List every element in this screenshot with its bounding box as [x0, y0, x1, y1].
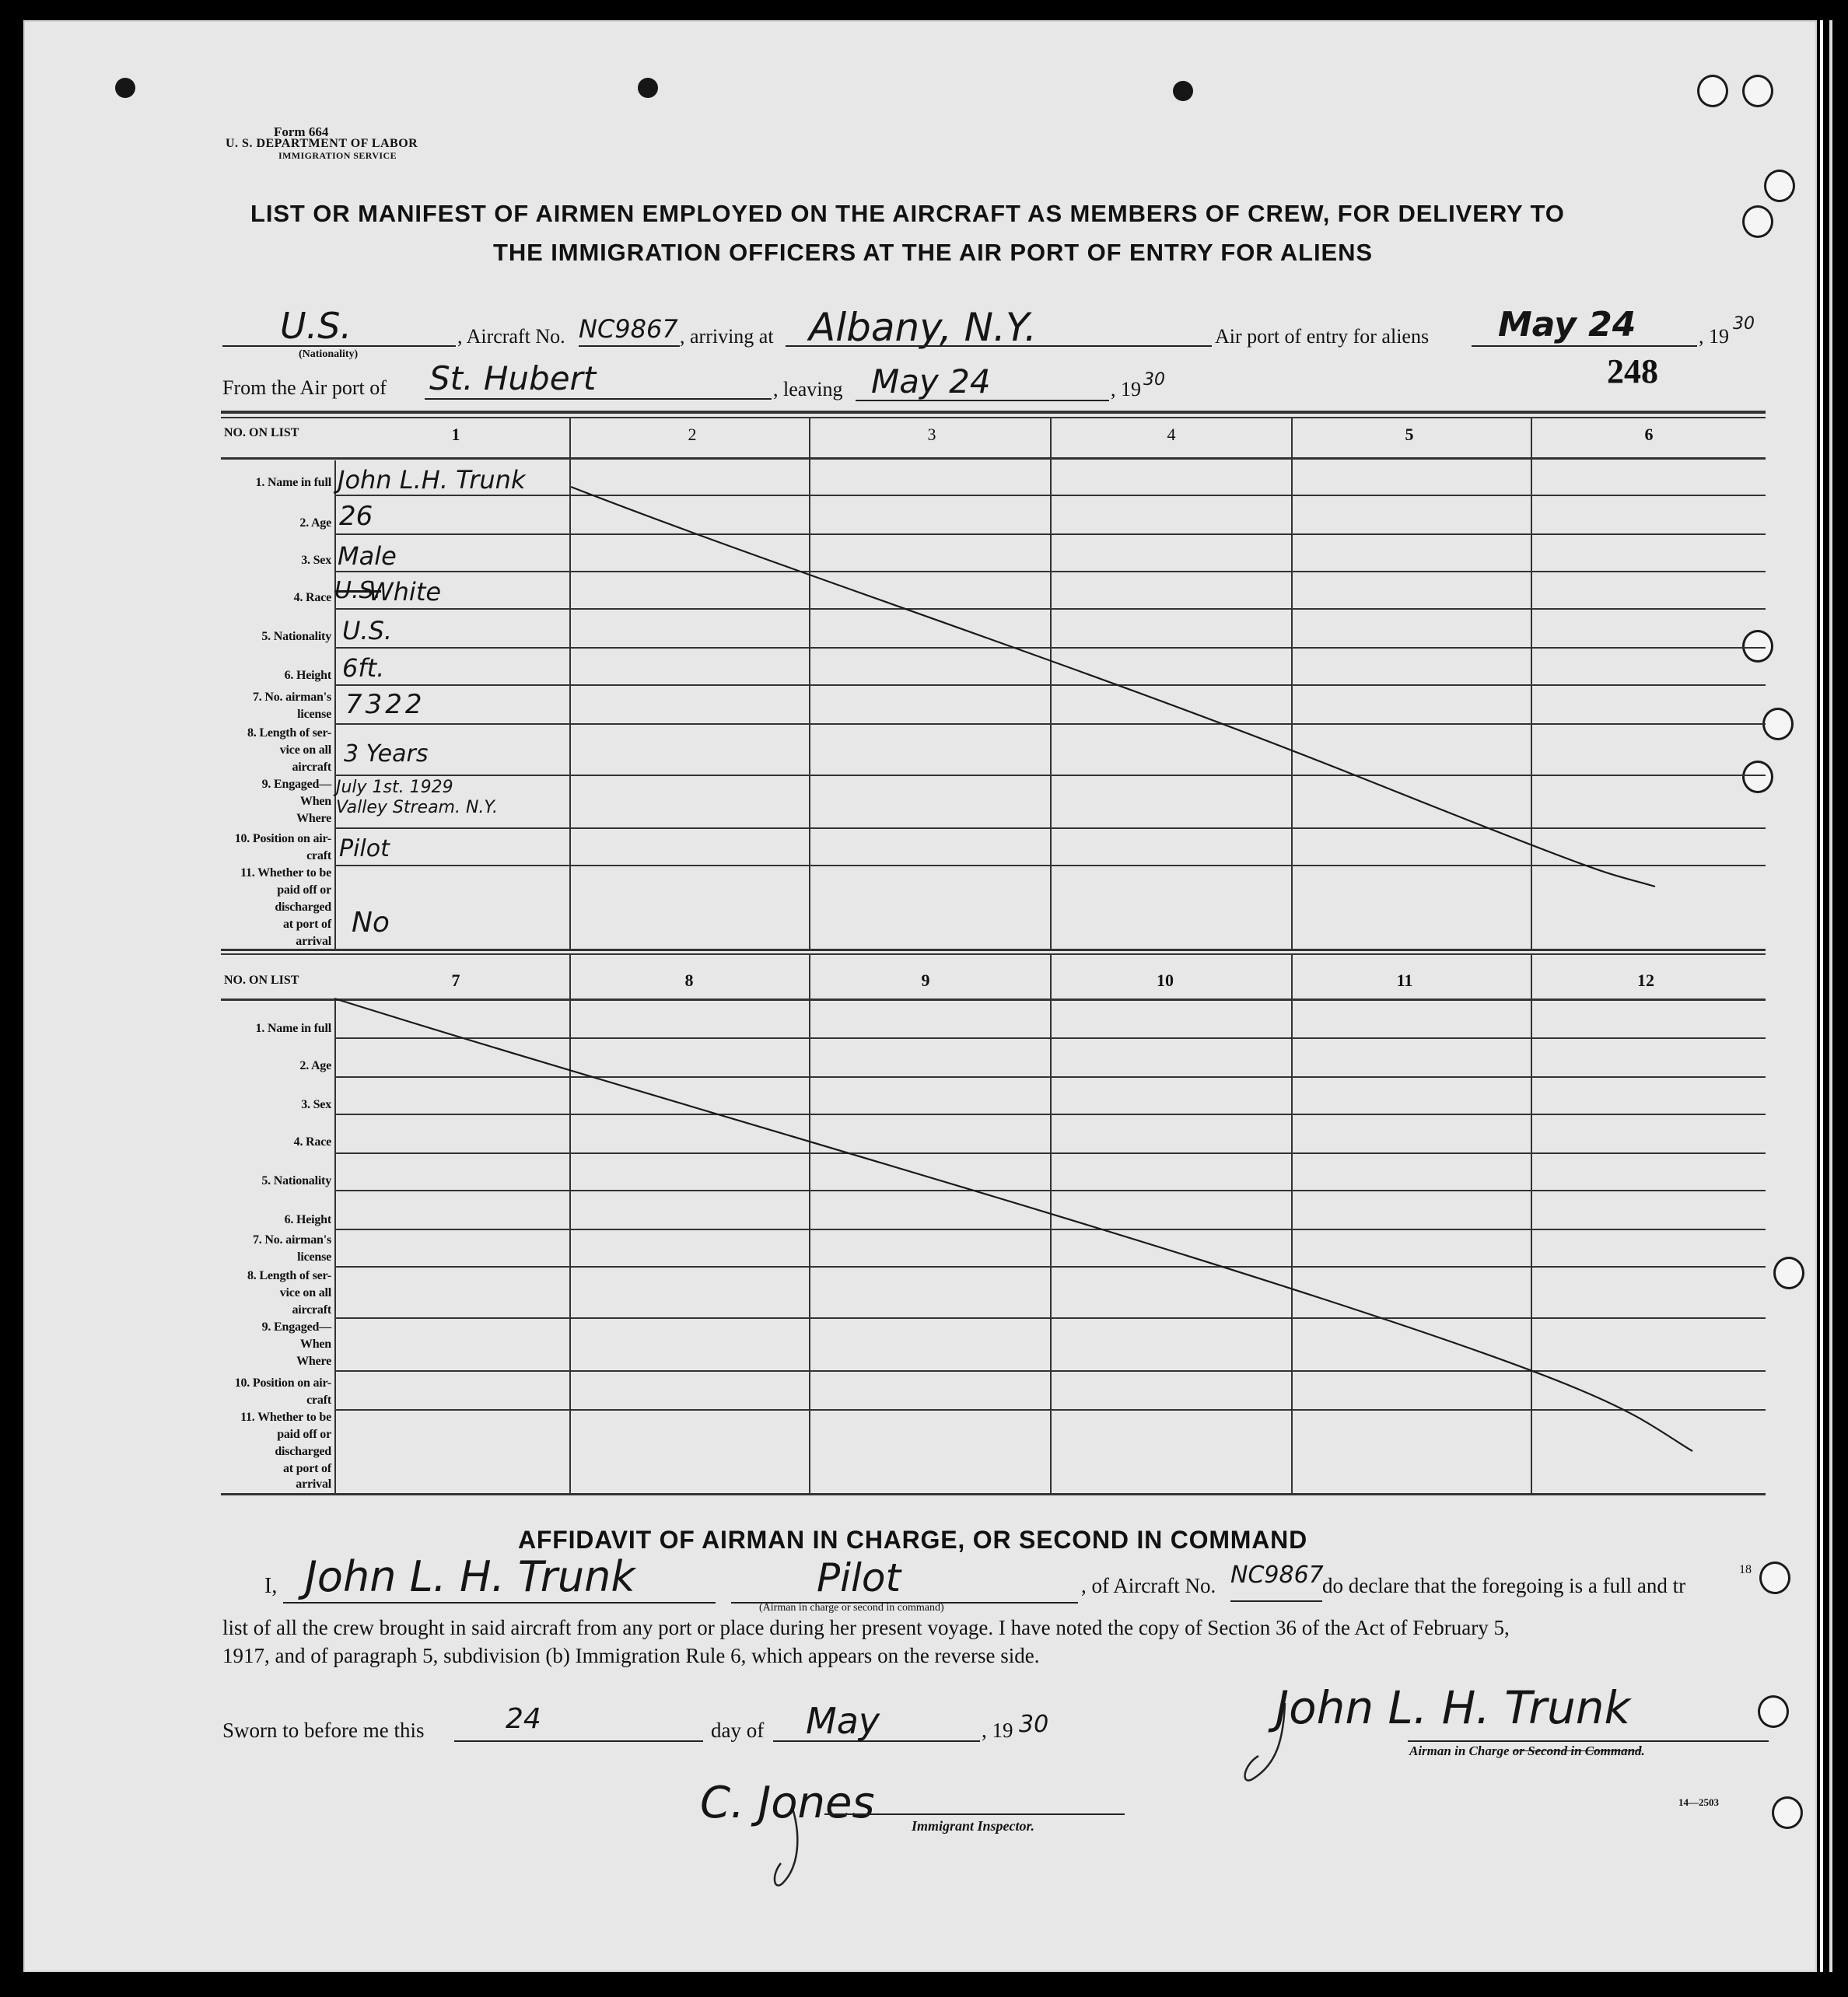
row-label-height: 6. Height	[284, 1213, 331, 1226]
affidavit-text-line2: list of all the crew brought in said aircraft from any port or place during her present voyage. I have noted the copy of Section 36 of the Act of February 5,	[222, 1616, 1510, 1639]
affidavit-airman-name: John L. H. Trunk	[305, 1552, 635, 1601]
row-label-engaged: 9. Engaged—	[261, 778, 331, 791]
sworn-day: 24	[506, 1703, 541, 1735]
departure-port: St. Hubert	[429, 359, 597, 397]
inspector-signature-line	[824, 1813, 1125, 1815]
airman-license: 7322	[345, 689, 425, 720]
column-number: 7	[451, 971, 460, 990]
column-number: 2	[688, 425, 697, 444]
row-label-paid-off: arrival	[296, 1478, 331, 1491]
row-label-engaged: When	[299, 1338, 331, 1351]
nationality-underline	[222, 345, 456, 347]
punch-hole	[115, 78, 135, 98]
row-label-service: vice on all	[279, 1286, 331, 1299]
from-label: From the Air port of	[222, 376, 387, 399]
leaving-year-prefix: , 19	[1111, 378, 1141, 400]
airman-signature: John L. H. Trunk	[1276, 1681, 1631, 1734]
day-of-label: day of	[711, 1719, 765, 1742]
row-label-license: license	[297, 708, 331, 721]
entry-label: Air port of entry for aliens	[1215, 325, 1430, 348]
aircraft-label: , Aircraft No.	[457, 325, 565, 348]
airman-sex: Male	[338, 541, 397, 571]
column-number: 9	[921, 971, 930, 990]
affidavit-i-label: I,	[264, 1574, 278, 1598]
binder-ring	[1742, 205, 1773, 238]
sworn-year: 30	[1019, 1711, 1049, 1738]
inspector-caption: Immigrant Inspector.	[912, 1818, 1035, 1834]
caption-text: .	[1641, 1743, 1645, 1758]
row-label-paid-off: paid off or	[277, 1428, 331, 1441]
row-label-name: 1. Name in full	[255, 1022, 331, 1035]
nationality-caption: (Nationality)	[299, 348, 359, 360]
punch-hole	[638, 78, 658, 98]
leaving-underline	[856, 400, 1109, 401]
airman-race-struck: U.S.	[334, 577, 382, 604]
page-edge	[1829, 20, 1832, 1972]
row-label-position: craft	[306, 1394, 331, 1407]
aircraft-underline	[579, 345, 680, 347]
affidavit-text-line3: 1917, and of paragraph 5, subdivision (b) Immigration Rule 6, which appears on the reverse side.	[222, 1644, 1040, 1667]
row-label-service: aircraft	[292, 761, 331, 774]
leaving-date: May 24	[871, 362, 991, 400]
entry-year: 30	[1733, 314, 1755, 334]
row-label-sex: 3. Sex	[301, 554, 331, 567]
row-label-engaged: 9. Engaged—	[261, 1320, 331, 1334]
affidavit-aircraft-label: , of Aircraft No.	[1081, 1574, 1216, 1597]
from-underline	[425, 398, 772, 400]
nationality-value: U.S.	[280, 305, 352, 347]
title-line-2: THE IMMIGRATION OFFICERS AT THE AIR PORT OF ENTRY FOR ALIENS	[493, 239, 1373, 266]
arriving-label: , arriving at	[680, 325, 774, 348]
sworn-label: Sworn to before me this	[222, 1719, 425, 1742]
punch-hole	[1173, 81, 1193, 101]
row-label-nationality: 5. Nationality	[261, 630, 331, 643]
column-number: 12	[1637, 971, 1654, 990]
engaged-where: Valley Stream. N.Y.	[336, 798, 499, 817]
entry-underline	[1472, 345, 1697, 347]
row-label-position: craft	[306, 849, 331, 862]
affidavit-airman-rank: Pilot	[817, 1555, 901, 1600]
row-label-service: 8. Length of ser-	[247, 726, 331, 740]
airman-signature-caption	[1409, 1743, 1645, 1759]
binder-ring	[1762, 708, 1794, 740]
binder-ring	[1772, 1796, 1803, 1829]
title-line-1: LIST OR MANIFEST OF AIRMEN EMPLOYED ON THE AIRCRAFT AS MEMBERS OF CREW, FOR DELIVERY TO	[250, 200, 1565, 227]
row-label-engaged: Where	[296, 812, 331, 825]
column-number: 6	[1644, 425, 1654, 444]
binder-ring	[1742, 75, 1773, 107]
column-number: 1	[451, 425, 460, 444]
leaving-year: 30	[1143, 370, 1165, 390]
row-label-service: aircraft	[292, 1303, 331, 1317]
row-label-position: 10. Position on air-	[234, 832, 331, 845]
row-label-paid-off: discharged	[275, 1445, 331, 1458]
affidavit-aircraft-number: NC9867	[1230, 1562, 1324, 1589]
binder-ring	[1742, 630, 1773, 663]
column-number: 4	[1167, 425, 1176, 444]
column-number: 11	[1396, 971, 1413, 990]
row-label-license: license	[297, 1250, 331, 1264]
affidavit-text-line1: do declare that the foregoing is a full and tr	[1322, 1574, 1686, 1597]
row-label-service: vice on all	[279, 743, 331, 757]
binder-ring	[1697, 75, 1728, 107]
row-label-position: 10. Position on air-	[234, 1376, 331, 1390]
margin-mark: 18	[1739, 1563, 1752, 1576]
arrival-place: Albany, N.Y.	[809, 305, 1037, 350]
airman-age: 26	[339, 501, 373, 532]
entry-date: May 24	[1498, 305, 1636, 344]
airman-signature-line	[1408, 1740, 1769, 1742]
airman-name: John L.H. Trunk	[338, 465, 526, 495]
entry-year-prefix: , 19	[1699, 325, 1729, 348]
caption-text: Airman in Charge	[1409, 1743, 1513, 1758]
row-label-sex: 3. Sex	[301, 1098, 331, 1111]
sworn-year-prefix: , 19	[982, 1719, 1013, 1742]
department-name: U. S. DEPARTMENT OF LABOR	[226, 137, 418, 150]
row-label-height: 6. Height	[284, 669, 331, 682]
column-number: 3	[927, 425, 936, 444]
aircraft-number: NC9867	[579, 314, 678, 344]
inspector-signature: C. Jones	[700, 1778, 875, 1828]
affidavit-heading: AFFIDAVIT OF AIRMAN IN CHARGE, OR SECOND IN COMMAND	[518, 1526, 1307, 1554]
sworn-month: May	[806, 1700, 880, 1742]
sworn-day-underline	[454, 1740, 703, 1742]
sheet-number: 248	[1607, 352, 1658, 390]
column-number: 10	[1157, 971, 1174, 990]
row-label-nationality: 5. Nationality	[261, 1174, 331, 1187]
airman-race: White	[369, 577, 442, 607]
form-number: Form 664	[274, 124, 329, 139]
row-label-race: 4. Race	[293, 591, 331, 604]
column-number: 5	[1405, 425, 1414, 444]
no-on-list-label: NO. ON LIST	[224, 974, 299, 987]
no-on-list-label: NO. ON LIST	[224, 426, 299, 439]
row-label-service: 8. Length of ser-	[247, 1269, 331, 1282]
binder-ring	[1764, 170, 1795, 202]
engaged-when: July 1st. 1929	[336, 778, 453, 797]
row-label-name: 1. Name in full	[255, 476, 331, 489]
row-label-age: 2. Age	[299, 1059, 331, 1072]
row-label-paid-off: paid off or	[277, 883, 331, 897]
airman-paid-off: No	[352, 907, 390, 939]
row-label-race: 4. Race	[293, 1135, 331, 1149]
row-label-paid-off: at port of	[283, 1462, 331, 1475]
row-label-paid-off: 11. Whether to be	[240, 1411, 331, 1424]
row-label-paid-off: discharged	[275, 901, 331, 914]
caption-struck-text: or Second in Command	[1512, 1743, 1642, 1758]
affidavit-aircraft-underline	[1230, 1600, 1322, 1602]
binder-ring	[1773, 1257, 1804, 1289]
rank-caption: (Airman in charge or second in command)	[759, 1602, 944, 1614]
airman-position: Pilot	[339, 835, 390, 862]
row-label-license: 7. No. airman's	[252, 691, 331, 704]
sworn-month-underline	[773, 1740, 980, 1742]
row-label-license: 7. No. airman's	[252, 1233, 331, 1247]
leaving-label: , leaving	[773, 378, 843, 400]
row-label-paid-off: arrival	[296, 935, 331, 948]
binder-ring	[1758, 1695, 1789, 1728]
row-label-paid-off: 11. Whether to be	[240, 866, 331, 880]
row-label-paid-off: at port of	[283, 918, 331, 931]
binder-ring	[1759, 1562, 1790, 1594]
column-number: 8	[684, 971, 694, 990]
arrival-underline	[786, 345, 1212, 347]
airman-height: 6ft.	[342, 653, 385, 683]
row-label-age: 2. Age	[299, 516, 331, 530]
service-name: IMMIGRATION SERVICE	[278, 150, 397, 161]
page-edge	[1820, 20, 1823, 1972]
binder-ring	[1742, 761, 1773, 793]
airman-nationality: U.S.	[342, 616, 393, 645]
row-label-engaged: When	[299, 795, 331, 808]
affidavit-name-underline	[283, 1602, 716, 1604]
form-code: 14—2503	[1678, 1796, 1719, 1808]
row-label-engaged: Where	[296, 1355, 331, 1368]
airman-service: 3 Years	[344, 740, 429, 768]
